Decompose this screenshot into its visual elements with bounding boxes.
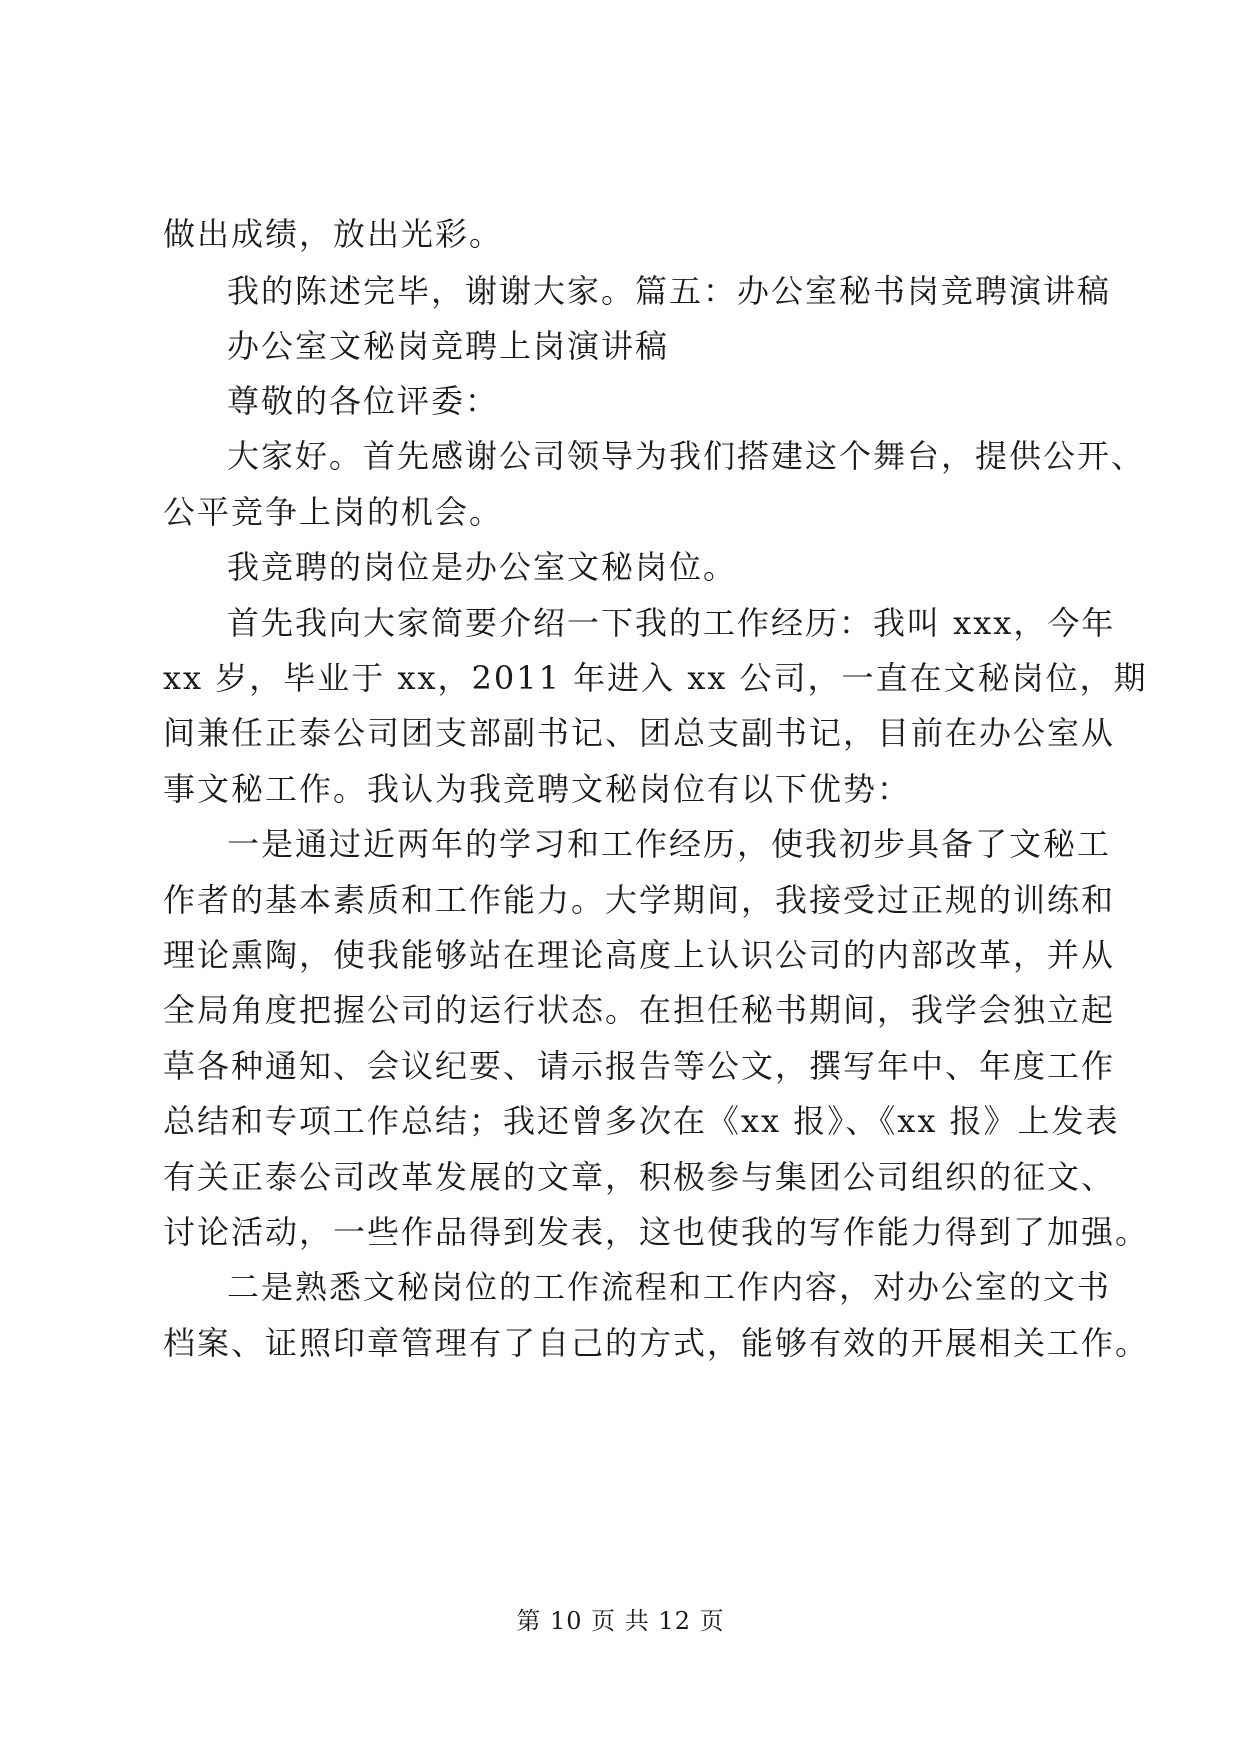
text-line-10: 间兼任正泰公司团支部副书记、团总支副书记，目前在办公室从 (163, 714, 1116, 752)
text-line-8: 首先我向大家简要介绍一下我的工作经历：我叫 xxx，今年 (227, 604, 1116, 642)
text-line-3: 办公室文秘岗竞聘上岗演讲稿 (227, 327, 670, 365)
text-line-12: 一是通过近两年的学习和工作经历，使我初步具备了文秘工 (227, 825, 1112, 863)
text-line-20: 二是熟悉文秘岗位的工作流程和工作内容，对办公室的文书 (227, 1268, 1112, 1306)
text-line-18: 有关正泰公司改革发展的文章，积极参与集团公司组织的征文、 (163, 1158, 1116, 1196)
text-line-1: 做出成绩，放出光彩。 (163, 215, 504, 253)
text-line-2: 我的陈述完毕，谢谢大家。篇五：办公室秘书岗竞聘演讲稿 (227, 272, 1112, 310)
text-line-9: xx 岁，毕业于 xx，2011 年进入 xx 公司，一直在文秘岗位，期 (163, 659, 1148, 697)
text-line-6: 公平竞争上岗的机会。 (163, 493, 504, 531)
text-line-4: 尊敬的各位评委： (227, 382, 500, 420)
text-line-14: 理论熏陶，使我能够站在理论高度上认识公司的内部改革，并从 (163, 936, 1116, 974)
page-number-footer: 第 10 页 共 12 页 (516, 1607, 725, 1635)
text-line-17: 总结和专项工作总结；我还曾多次在《xx 报》、《xx 报》上发表 (163, 1102, 1120, 1140)
text-line-11: 事文秘工作。我认为我竞聘文秘岗位有以下优势： (163, 770, 912, 808)
text-line-21: 档案、证照印章管理有了自己的方式，能够有效的开展相关工作。 (163, 1324, 1150, 1362)
text-line-16: 草各种通知、会议纪要、请示报告等公文，撰写年中、年度工作 (163, 1047, 1116, 1085)
text-line-15: 全局角度把握公司的运行状态。在担任秘书期间，我学会独立起 (163, 991, 1116, 1029)
text-line-13: 作者的基本素质和工作能力。大学期间，我接受过正规的训练和 (163, 881, 1116, 919)
text-line-7: 我竞聘的岗位是办公室文秘岗位。 (227, 548, 738, 586)
text-line-5: 大家好。首先感谢公司领导为我们搭建这个舞台，提供公开、 (227, 437, 1146, 475)
text-line-19: 讨论活动，一些作品得到发表，这也使我的写作能力得到了加强。 (163, 1213, 1150, 1251)
